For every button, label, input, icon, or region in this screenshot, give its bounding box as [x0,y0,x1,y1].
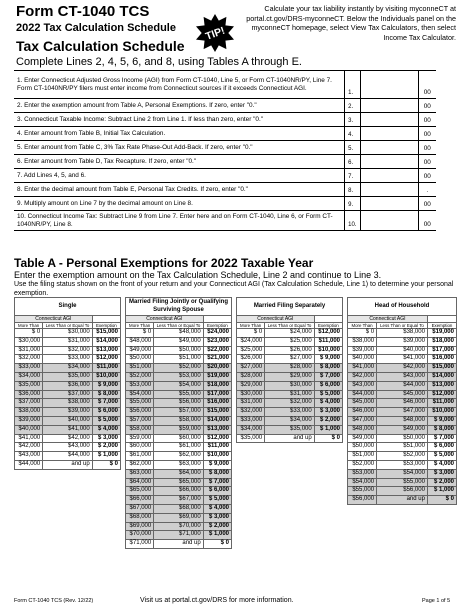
calc-line-cents: . [418,183,436,197]
table-row: $38,000 $39,000 $ 6,000 [15,408,121,417]
calc-line-amount-field[interactable] [360,183,418,197]
table-row: $25,000 $26,000 $10,000 [237,346,343,355]
table-row: $68,000 $69,000 $ 3,000 [126,513,232,522]
table-row: $40,000 $41,000 $ 4,000 [15,425,121,434]
table-row: $41,000 $42,000 $15,000 [348,364,457,373]
table-row: $55,000 $56,000 $ 1,000 [348,487,457,496]
table-row: $ 0 $48,000 $24,000 [126,329,232,338]
calc-line-text: 2. Enter the exemption amount from Table A, Personal Exemptions. If zero, enter "0." [14,99,345,113]
calc-line-number: 9. [345,197,360,211]
table-a-title: Table A - Personal Exemptions for 2022 Taxable Year [14,256,314,270]
footer-form-rev: Form CT-1040 TCS (Rev. 12/22) [14,598,94,604]
table-a-instruction: Enter the exemption amount on the Tax Calculation Schedule, Line 2 and continue to Line 3. [14,270,382,280]
joint-exemption-table [125,297,232,549]
table-a-note: Use the filing status shown on the front of your return and your Connecticut AGI (Tax Calculation Schedule, Line 1) to determine your personal exemption. [14,281,454,297]
table-row: $32,000 $33,000 $ 3,000 [237,408,343,417]
col-less-than: Less Than or Equal To [43,323,92,329]
exemption-table-heading: Married Filing Jointly or Qualifying Surviving Spouse [126,298,232,316]
calc-line-text: 8. Enter the decimal amount from Table E, Personal Tax Credits. If zero, enter "0." [14,183,345,197]
table-row: $34,000 $35,000 $10,000 [15,372,121,381]
col-less-than: Less Than or Equal To [377,323,428,329]
tip-text: Calculate your tax liability instantly by visiting myconneCT at portal.ct.gov/DRS-myconneCT. Below the Individuals panel on the myconneCT homepage, select View Tax Calculators, then select Income Tax Calculator. [246,4,456,42]
calc-schedule-table [14,70,436,231]
table-row: $43,000 $44,000 $13,000 [348,381,457,390]
calc-line-cents: 00 [418,141,436,155]
calc-line-amount-field[interactable] [360,71,418,99]
form-id: Form CT-1040 TCS [16,3,150,20]
calc-line-row [14,113,436,127]
table-row: $35,000 and up $ 0 [237,434,343,443]
table-row: $65,000 $66,000 $ 6,000 [126,487,232,496]
table-row: $53,000 $54,000 $18,000 [126,381,232,390]
table-row: $66,000 $67,000 $ 5,000 [126,496,232,505]
calc-line-cents: 00 [418,197,436,211]
ct-agi-subheader: Connecticut AGI [126,316,204,323]
col-more-than: More Than [126,323,154,329]
table-row: $43,000 $44,000 $ 1,000 [15,452,121,461]
calc-schedule-subtitle: Complete Lines 2, 4, 5, 6, and 8, using Tables A through E. [16,56,302,68]
table-row: $ 0 $30,000 $15,000 [15,329,121,338]
table-row: $52,000 $53,000 $ 4,000 [348,460,457,469]
table-row: $63,000 $64,000 $ 8,000 [126,469,232,478]
calc-line-text: 4. Enter amount from Table B, Initial Tax Calculation. [14,127,345,141]
calc-line-row [14,211,436,231]
calc-line-number: 1. [345,71,360,99]
table-row: $36,000 $37,000 $ 8,000 [15,390,121,399]
table-row: $54,000 $55,000 $17,000 [126,390,232,399]
calc-line-number: 8. [345,183,360,197]
table-row: $30,000 $31,000 $14,000 [15,337,121,346]
table-row: $61,000 $62,000 $10,000 [126,452,232,461]
calc-line-cents: 00 [418,211,436,231]
calc-line-number: 2. [345,99,360,113]
table-row: $29,000 $30,000 $ 6,000 [237,381,343,390]
col-more-than: More Than [237,323,265,329]
calc-line-cents: 00 [418,127,436,141]
form-year-title: 2022 Tax Calculation Schedule [16,22,176,34]
col-exemption: Exemption [203,323,231,329]
table-row: $32,000 $33,000 $12,000 [15,355,121,364]
table-row: $37,000 $38,000 $ 7,000 [15,399,121,408]
calc-line-text: 1. Enter Connecticut Adjusted Gross Income (AGI) from Form CT-1040, Line 5, or Form CT-1040NR/PY, Line 7. Form CT-1040NR/PY filers must enter income from Connecticut sources if it exceeds Connecticut AGI. [14,71,345,99]
calc-line-row [14,71,436,99]
calc-line-number: 7. [345,169,360,183]
table-row: $38,000 $39,000 $18,000 [348,337,457,346]
calc-line-amount-field[interactable] [360,197,418,211]
calc-line-text: 9. Multiply amount on Line 7 by the decimal amount on Line 8. [14,197,345,211]
calc-line-row [14,169,436,183]
table-row: $39,000 $40,000 $17,000 [348,346,457,355]
calc-line-number: 5. [345,141,360,155]
calc-line-row [14,99,436,113]
table-row: $58,000 $59,000 $13,000 [126,425,232,434]
table-row: $47,000 $48,000 $ 9,000 [348,416,457,425]
table-row: $46,000 $47,000 $10,000 [348,408,457,417]
table-row: $27,000 $28,000 $ 8,000 [237,364,343,373]
table-row: $24,000 $25,000 $11,000 [237,337,343,346]
calc-line-cents: 00 [418,169,436,183]
table-row: $34,000 $35,000 $ 1,000 [237,425,343,434]
col-more-than: More Than [348,323,377,329]
table-row: $55,000 $56,000 $16,000 [126,399,232,408]
table-row: $56,000 $57,000 $15,000 [126,408,232,417]
table-row: $48,000 $49,000 $ 8,000 [348,425,457,434]
table-row: $60,000 $61,000 $11,000 [126,443,232,452]
tip-label: TIP! [204,25,227,43]
calc-line-cents: 00 [418,155,436,169]
calc-line-cents: 00 [418,113,436,127]
calc-line-cents: 00 [418,99,436,113]
exemption-table-heading: Head of Household [348,298,457,316]
table-row: $40,000 $41,000 $16,000 [348,355,457,364]
ct-agi-subheader: Connecticut AGI [15,316,93,323]
exemption-table-heading: Married Filing Separately [237,298,343,316]
footer-page-number: Page 1 of 5 [422,598,451,604]
table-row: $69,000 $70,000 $ 2,000 [126,522,232,531]
table-row: $52,000 $53,000 $19,000 [126,372,232,381]
calc-line-row [14,183,436,197]
col-less-than: Less Than or Equal To [265,323,314,329]
single-exemption-table [14,297,121,470]
table-row: $28,000 $29,000 $ 7,000 [237,372,343,381]
table-row: $31,000 $32,000 $13,000 [15,346,121,355]
table-row: $50,000 $51,000 $21,000 [126,355,232,364]
calc-line-number: 10. [345,211,360,231]
table-row: $ 0 $24,000 $12,000 [237,329,343,338]
calc-line-amount-field[interactable] [360,113,418,127]
calc-line-amount-field[interactable] [360,99,418,113]
calc-line-text: 5. Enter amount from Table C, 3% Tax Rate Phase-Out Add-Back. If zero, enter "0." [14,141,345,155]
col-less-than: Less Than or Equal To [154,323,203,329]
table-row: $62,000 $63,000 $ 9,000 [126,460,232,469]
table-row: $39,000 $40,000 $ 5,000 [15,416,121,425]
table-row: $56,000 and up $ 0 [348,496,457,505]
calc-line-amount-field[interactable] [360,169,418,183]
calc-line-row [14,141,436,155]
table-row: $64,000 $65,000 $ 7,000 [126,478,232,487]
table-row: $26,000 $27,000 $ 9,000 [237,355,343,364]
calc-line-number: 4. [345,127,360,141]
calc-line-row [14,197,436,211]
calc-line-cents: 00 [418,71,436,99]
table-row: $44,000 $45,000 $12,000 [348,390,457,399]
calc-line-number: 3. [345,113,360,127]
table-row: $35,000 $36,000 $ 9,000 [15,381,121,390]
table-row: $33,000 $34,000 $11,000 [15,364,121,373]
table-row: $42,000 $43,000 $14,000 [348,372,457,381]
calc-line-amount-field[interactable] [360,155,418,169]
ct-agi-subheader: Connecticut AGI [237,316,315,323]
ct-agi-subheader: Connecticut AGI [348,316,428,323]
calc-line-amount-field[interactable] [360,141,418,155]
table-row: $42,000 $43,000 $ 2,000 [15,443,121,452]
calc-line-text: 10. Connecticut Income Tax: Subtract Line 9 from Line 7. Enter here and on Form CT-1040, Line 6, or Form CT-1040NR/PY, Line 8. [14,211,345,231]
calc-schedule-title: Tax Calculation Schedule [16,38,185,54]
table-row: $53,000 $54,000 $ 3,000 [348,469,457,478]
exemption-table-heading: Single [15,298,121,316]
table-row: $41,000 $42,000 $ 3,000 [15,434,121,443]
separate-exemption-table [236,297,343,443]
table-row: $59,000 $60,000 $12,000 [126,434,232,443]
hoh-exemption-table [347,297,457,505]
table-row: $54,000 $55,000 $ 2,000 [348,478,457,487]
table-row: $51,000 $52,000 $20,000 [126,364,232,373]
calc-line-number: 6. [345,155,360,169]
table-row: $ 0 $38,000 $19,000 [348,329,457,338]
table-row: $48,000 $49,000 $23,000 [126,337,232,346]
calc-line-text: 3. Connecticut Taxable Income: Subtract Line 2 from Line 1. If less than zero, enter "0." [14,113,345,127]
calc-line-row [14,127,436,141]
calc-line-amount-field[interactable] [360,127,418,141]
col-exemption: Exemption [92,323,120,329]
footer-website[interactable]: Visit us at portal.ct.gov/DRS for more information. [140,597,294,604]
table-row: $30,000 $31,000 $ 5,000 [237,390,343,399]
table-row: $44,000 and up $ 0 [15,460,121,469]
calc-line-amount-field[interactable] [360,211,418,231]
table-row: $45,000 $46,000 $11,000 [348,399,457,408]
table-row: $71,000 and up $ 0 [126,540,232,549]
calc-line-text: 6. Enter amount from Table D, Tax Recapture. If zero, enter "0." [14,155,345,169]
table-row: $33,000 $34,000 $ 2,000 [237,416,343,425]
table-row: $31,000 $32,000 $ 4,000 [237,399,343,408]
col-exemption: Exemption [427,323,456,329]
table-row: $57,000 $58,000 $14,000 [126,416,232,425]
calc-line-text: 7. Add Lines 4, 5, and 6. [14,169,345,183]
calc-line-row [14,155,436,169]
table-row: $50,000 $51,000 $ 6,000 [348,443,457,452]
table-row: $49,000 $50,000 $22,000 [126,346,232,355]
table-row: $67,000 $68,000 $ 4,000 [126,504,232,513]
tip-badge-icon [196,14,234,52]
col-more-than: More Than [15,323,43,329]
table-row: $49,000 $50,000 $ 7,000 [348,434,457,443]
table-row: $51,000 $52,000 $ 5,000 [348,452,457,461]
table-row: $70,000 $71,000 $ 1,000 [126,531,232,540]
col-exemption: Exemption [314,323,342,329]
